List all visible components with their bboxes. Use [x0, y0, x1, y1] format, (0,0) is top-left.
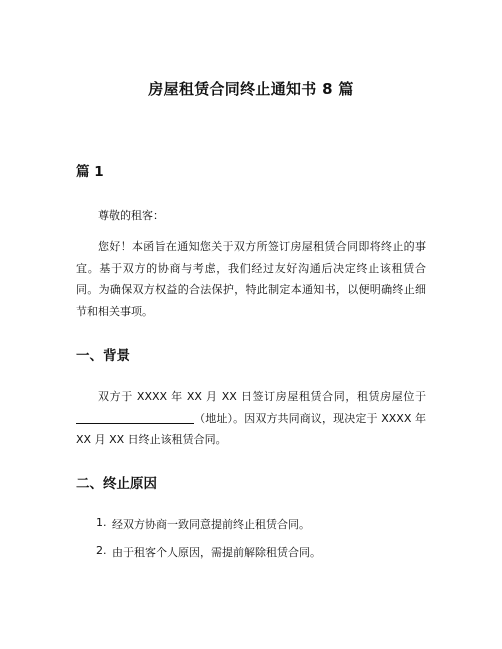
reasons-list	[96, 516, 426, 572]
list-item-text: 经双方协商一致同意提前终止租赁合同。	[112, 518, 310, 531]
background-text-start: 双方于 XXXX 年 XX 月 XX 日签订房屋租赁合同，租赁房屋位于	[98, 390, 426, 403]
salutation: 尊敬的租客：	[98, 209, 164, 222]
background-heading: 一、背景	[76, 348, 130, 364]
list-item-number: 2.	[96, 544, 107, 557]
address-blank-line	[76, 411, 194, 424]
document-title: 房屋租赁合同终止通知书 8 篇	[148, 80, 354, 98]
background-text-end: （地址）。因双方共同商议，现决定于 XXXX 年 XX 月 XX 日终止该租赁合同。	[76, 411, 426, 446]
part-heading: 篇 1	[76, 164, 104, 180]
list-item	[96, 516, 426, 544]
background-paragraph	[76, 386, 426, 451]
reasons-heading: 二、终止原因	[76, 476, 157, 492]
intro-paragraph: 您好！本函旨在通知您关于双方所签订房屋租赁合同即将终止的事宜。基于双方的协商与考虑，我们经过友好沟通后决定终止该租赁合同。为确保双方权益的合法保护，特此制定本通知书，以便明确终止细节和相关事项。	[76, 240, 426, 318]
list-item-number: 1.	[96, 516, 107, 529]
list-item	[96, 544, 426, 572]
list-item-text: 由于租客个人原因，需提前解除租赁合同。	[112, 546, 321, 559]
